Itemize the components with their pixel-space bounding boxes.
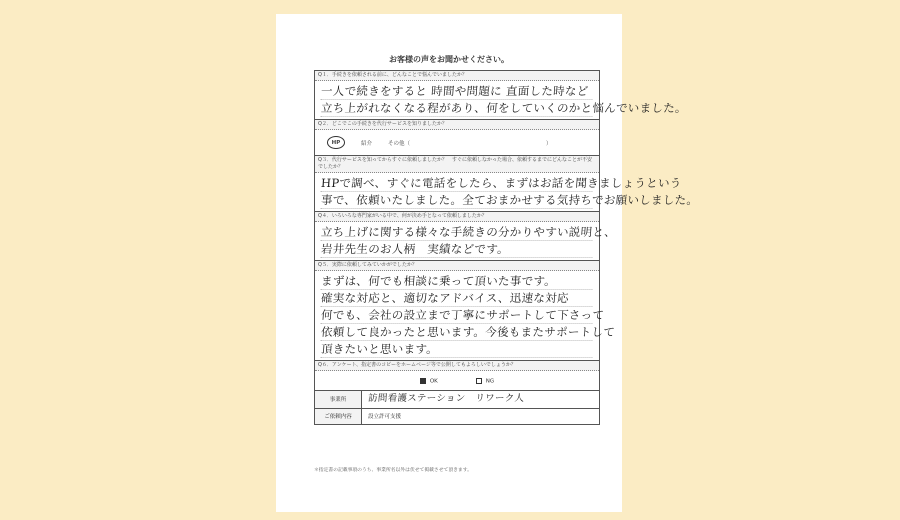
service-label: ご依頼内容 (315, 409, 362, 424)
business-value: 訪問看護ステーション リワーク人 (367, 393, 525, 404)
q5-answer-line: 確実な対応と、適切なアドバイス、迅速な対応 (320, 290, 593, 307)
service-row (314, 409, 600, 425)
q6-question: Q６．アンケート、指定書のコピーをホームページ等で公開してもよろしいでしょうか？ (315, 361, 599, 371)
q5-answer-line: まずは、何でも相談に乗って頂いた事です。 (320, 273, 593, 290)
q2-question: Q２．どこでこの手続きを代行サービスを知りましたか？ (315, 120, 599, 130)
q5-section (314, 261, 616, 361)
q5-answer-line: 依頼して良かったと思います。今後もまたサポートして (320, 325, 616, 339)
q1-answer (315, 81, 688, 119)
q6-ok-choice (420, 378, 438, 385)
q3-answer-line: HPで調べ、すぐに電話をしたら、まずはお話を聞きましょうという (320, 176, 683, 190)
q3-answer-line: 事で、依頼いたしました。全ておまかせする気持ちでお願いしました。 (320, 193, 699, 207)
footnote: ＊指定書の記載事項のうち、事業所名以外は伏せて掲載させて頂きます。 (314, 468, 472, 473)
questionnaire-sheet (276, 14, 699, 512)
business-label: 事業所 (315, 391, 362, 408)
option-intro: 紹介 (361, 140, 373, 147)
business-row (314, 391, 600, 409)
q2-section (314, 120, 600, 156)
q4-answer-line: 立ち上げに関する様々な手続きの分かりやすい説明と、 (320, 225, 617, 239)
q3-question: Q３．代行サービスを知ってからすぐに依頼しましたか？ すぐに依頼しなかった場合、依頼するまでにどんなことが不安でしたか？ (315, 156, 599, 173)
q4-question: Q４．いろいろな専門家がいる中で、何が決め手となって依頼しましたか？ (315, 212, 599, 222)
q6-ng-choice (476, 378, 494, 385)
q5-answer-line: 頂きたいと思います。 (320, 341, 593, 358)
form-title: お客様の声をお聞かせください。 (389, 55, 509, 64)
q6-ok-label: OK (429, 378, 438, 385)
option-other-close: ） (546, 140, 552, 147)
questionnaire-form (314, 70, 699, 425)
checked-box-icon (420, 378, 426, 384)
option-hp-circled: HP (327, 136, 345, 149)
q1-question: Q１．手続きを依頼される前に、どんなことで悩んでいましたか？ (315, 71, 599, 81)
q6-section (314, 361, 600, 391)
q4-section (314, 212, 617, 261)
q1-section (314, 70, 688, 120)
q5-question: Q５．実際に依頼してみていかがでしたか？ (315, 261, 599, 271)
q6-choices (315, 371, 599, 390)
q3-answer (315, 173, 699, 211)
q4-answer-line: 岩井先生のお人柄 実績などです。 (320, 241, 593, 258)
q5-answer (315, 271, 616, 360)
option-other: その他（ (388, 140, 411, 147)
q4-answer (315, 222, 617, 260)
q2-options (315, 130, 599, 155)
service-value: 設立許可支援 (368, 414, 402, 420)
q3-section (314, 156, 699, 212)
q6-ng-label: NG (485, 378, 495, 385)
q5-answer-line: 何でも、会社の設立まで丁寧にサポートして下さって (320, 308, 605, 322)
unchecked-box-icon (476, 378, 482, 384)
q1-answer-line: 一人で続きをすると 時間や問題に 直面した時など (320, 83, 593, 100)
q1-answer-line: 立ち上がれなくなる程があり、何をしていくのかと悩んでいました。 (320, 101, 688, 115)
